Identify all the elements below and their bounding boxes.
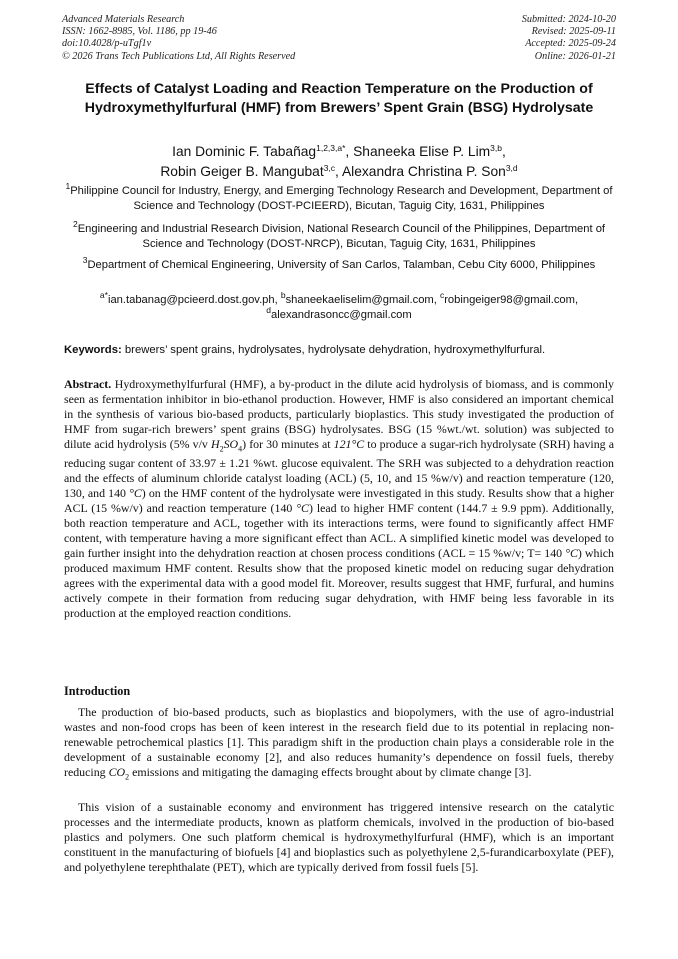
- abstract: [64, 377, 614, 621]
- email-separator: ,: [433, 294, 440, 306]
- author-name: Ian Dominic F. Tabañag: [172, 144, 317, 159]
- section-heading-introduction: Introduction: [64, 684, 131, 698]
- email-address[interactable]: robingeiger98@gmail.com: [444, 294, 575, 306]
- date-submitted: Submitted: 2024-10-20: [521, 14, 616, 25]
- author-separator: ,: [345, 144, 354, 159]
- temperature-unit: °C: [296, 501, 309, 516]
- intro-paragraph-1: [64, 705, 614, 784]
- author-emails: [56, 290, 622, 323]
- email-superscript: a*: [99, 290, 108, 300]
- email-address[interactable]: ian.tabanag@pcieerd.dost.gov.ph: [107, 294, 275, 306]
- formula-subscript: 4: [238, 444, 243, 454]
- affiliation-text: Philippine Council for Industry, Energy, and Emerging Technology Research and Development, Department of Science and Technology (DOST-PCIEERD), Bicutan, Taguig City, 1631, Philippines: [70, 185, 613, 212]
- email-address[interactable]: shaneekaeliselim@gmail.com: [285, 294, 434, 306]
- journal-name: Advanced Materials Research: [62, 14, 185, 25]
- journal-doi: doi:10.4028/p-uTgf1v: [62, 38, 152, 50]
- abstract-label: Abstract.: [64, 377, 112, 391]
- formula-co2: [108, 765, 130, 782]
- journal-header-right: [522, 14, 616, 63]
- formula-part: H: [211, 437, 220, 451]
- author-name: Alexandra Christina P. Son: [341, 163, 506, 179]
- affiliation-superscript: 2: [72, 219, 78, 229]
- author-name: Shaneeka Elise P. Lim: [353, 144, 491, 159]
- formula-subscript: 2: [125, 772, 130, 782]
- author-superscript: 3,d: [505, 162, 518, 173]
- intro-paragraph-2: This vision of a sustainable economy and environment has triggered intensive research on the catalytic processes and the intermediate products, known as platform chemicals, involved in the production of bio-based plastics and polymers. One such platform chemical is hydroxymethylfurfural (HMF), which is an important constituent in the manufacturing of biofuels [4] and bioplastics such as polyethylene 2,5-furandicarboxylate (PEF), and polyethylene terephthalate (PET), which are typically derived from fossil fuels [5].: [64, 800, 614, 874]
- paragraph-text: The production of bio-based products, such as bioplastics and biopolymers, with the use of agro-industrial wastes and non-food crops has been of keen interest in the research field due to its potential in replacing non-renewable petrochemical plastics [1]. This paradigm shift in the production chain plays a considerable role in the development of a sustainable economy [2], and also reduces humanity’s dependence on fossil fuels, thereby reducing: [64, 705, 614, 779]
- formula-part: SO: [223, 437, 239, 451]
- affiliation-3: [56, 255, 622, 273]
- email-superscript: d: [266, 305, 272, 315]
- journal-issn: ISSN: 1662-8985, Vol. 1186, pp 19-46: [62, 26, 217, 38]
- affiliation-superscript: 3: [82, 255, 88, 265]
- temperature-unit: °C: [129, 486, 142, 501]
- journal-copyright: © 2026 Trans Tech Publications Ltd, All Rights Reserved: [62, 50, 296, 62]
- abstract-text: ) on the HMF content of the hydrolysate were investigated in this study. Results show that a higher ACL (15 %w/v) and reaction temperature (140: [64, 486, 615, 516]
- temperature-unit: °C: [565, 546, 578, 561]
- affiliation-superscript: 1: [65, 181, 71, 191]
- abstract-text: Hydroxymethylfurfural (HMF), a by-product in the dilute acid hydrolysis of biomass, and is commonly seen as fermentation inhibitor in bio-ethanol production. However, HMF is also considered an important chemical in the synthesis of various bio-based products, particularly bioplastics. This study investigated the production of HMF from sugar-rich brewers’ spent grains (BSG) hydrolysates. BSG (15 %wt./wt. solution) was subjected to dilute acid hydrolysis (5% v/v: [64, 377, 614, 451]
- abstract-text: ) lead to higher HMF content (144.7 ± 9.9 ppm). Additionally, both reaction temperature and ACL, together with its interactions terms, were found to significantly affect HMF content, with temperature having a more significant effect than ACL. A simplified kinetic model was developed to gain further insight into the dehydration reaction at chosen process conditions (ACL = 15 %w/v; T= 140: [64, 501, 614, 561]
- email-separator: ,: [274, 294, 281, 306]
- affiliation-text: Department of Chemical Engineering, University of San Carlos, Talamban, Cebu City 6000, Philippines: [87, 259, 596, 271]
- email-superscript: b: [280, 290, 286, 300]
- formula-subscript: 2: [219, 444, 224, 454]
- author-name: Robin Geiger B. Mangubat: [160, 163, 324, 179]
- author-superscript: 3,c: [323, 162, 336, 173]
- author-list: [60, 142, 618, 181]
- paper-title: Effects of Catalyst Loading and Reaction Temperature on the Production of Hydroxymethylfurfural (HMF) from Brewers’ Spent Grain (BSG) Hydrolysate: [84, 81, 594, 116]
- abstract-text: to produce a sugar-rich hydrolysate (SRH) having a reducing sugar content of 33.97 ± 1.21 %wt. glucose equivalent. The SRH was subjected to a dehydration reaction and the effects of aluminum chloride catalyst loading (ACL) (5, 10, and 15 %w/v) and reaction temperature (120, 130, and 140: [64, 437, 615, 501]
- keywords: [64, 343, 624, 358]
- affiliation-text: Engineering and Industrial Research Division, National Research Council of the Philippines, Department of Science and Technology (DOST-NRCP), Bicutan, Taguig City, 1631, Philippines: [77, 223, 606, 250]
- author-separator: ,: [501, 144, 506, 159]
- date-online: Online: 2026-01-21: [534, 50, 616, 62]
- keywords-text: brewers’ spent grains, hydrolysates, hydrolysate dehydration, hydroxymethylfurfural.: [121, 344, 546, 356]
- affiliation-2: [56, 219, 622, 252]
- affiliation-1: [56, 181, 622, 214]
- author-superscript: 3,b: [490, 143, 502, 153]
- paragraph-text: emissions and mitigating the damaging effects brought about by climate change [3].: [129, 765, 532, 779]
- temperature-value: 121°C: [333, 437, 365, 451]
- abstract-text: ) for 30 minutes at: [242, 437, 334, 451]
- keywords-label: Keywords:: [64, 344, 122, 356]
- formula-sulfuric-acid: [211, 437, 243, 454]
- email-separator: ,: [574, 294, 579, 306]
- date-revised: Revised: 2025-09-11: [531, 26, 616, 38]
- author-superscript: 1,2,3,a*: [316, 143, 346, 153]
- formula-part: CO: [108, 765, 126, 779]
- email-address[interactable]: alexandrasoncc@gmail.com: [271, 309, 412, 321]
- email-superscript: c: [439, 290, 445, 300]
- date-accepted: Accepted: 2025-09-24: [525, 38, 616, 50]
- abstract-text: ) which produced maximum HMF content. Results show that the proposed kinetic model on reducing sugar dehydration agrees with the experimental data with a good model fit. Moreover, results suggest that HMF, furfural, and humins actively compete in their formation from reducing sugar dehydration, with HMF being less favorable in its production at the employed reaction conditions.: [64, 546, 614, 621]
- author-separator: ,: [335, 163, 342, 179]
- journal-header-left: [62, 14, 295, 63]
